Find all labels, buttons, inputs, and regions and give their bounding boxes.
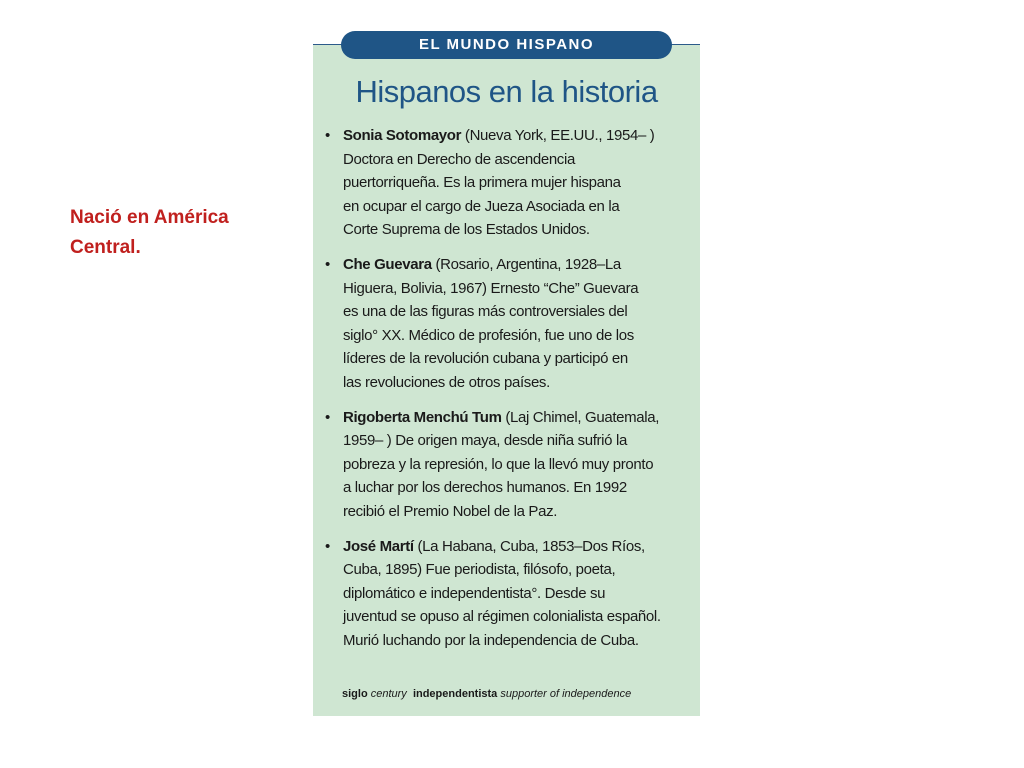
entry-line: Corte Suprema de los Estados Unidos. [343,221,590,239]
side-note-line-2: Central. [70,237,141,258]
bullet-icon: • [325,408,331,426]
entry-line: recibió el Premio Nobel de la Paz. [343,502,558,520]
entry-list [325,124,695,663]
bullet-icon: • [325,537,331,555]
entry-name: Sonia Sotomayor [343,127,462,144]
glossary [342,688,631,700]
entry-line: es una de las figuras más controversiales del [343,303,628,321]
entry-line: Doctora en Derecho de ascendencia [343,150,575,168]
entry-line: juventud se opuso al régimen colonialista español. [343,608,661,626]
entry-line: en ocupar el cargo de Jueza Asociada en la [343,197,620,215]
side-note [70,203,290,263]
entry-line: 1959– ) De origen maya, desde niña sufrió la [343,432,627,450]
entry-line: diplomático e independentista°. Desde su [343,584,606,602]
entry-marti [325,535,695,653]
bullet-icon: • [325,127,331,144]
entry-line: (Rosario, Argentina, 1928–La [431,255,621,273]
glossary-definition: supporter of independence [500,688,632,700]
entry-line: Murió luchando por la independencia de Cuba. [343,631,639,649]
entry-line: (Laj Chimel, Guatemala, [501,408,660,426]
entry-line: pobreza y la represión, lo que la llevó muy pronto [343,455,654,473]
entry-line: Cuba, 1895) Fue periodista, filósofo, poeta, [343,561,616,579]
entry-guevara [325,253,695,395]
entry-line: líderes de la revolución cubana y participó en [343,350,628,368]
bullet-icon: • [325,255,331,273]
entry-line: (Nueva York, EE.UU., 1954– ) [461,127,655,144]
box-title: Hispanos en la historia [355,74,658,109]
glossary-definition: century [370,688,407,700]
entry-menchu [325,406,695,524]
entry-line: Higuera, Bolivia, 1967) Ernesto “Che” Guevara [343,279,639,297]
entry-name: Che Guevara [343,255,432,273]
entry-sotomayor [325,124,695,242]
entry-line: (La Habana, Cuba, 1853–Dos Ríos, [413,537,645,555]
entry-name: José Martí [343,537,414,555]
entry-line: siglo° XX. Médico de profesión, fue uno de los [343,326,634,344]
entry-line: las revoluciones de otros países. [343,373,550,391]
section-banner: EL MUNDO HISPANO [341,31,672,59]
glossary-term: independentista [412,688,498,700]
entry-line: puertorriqueña. Es la primera mujer hispana [343,174,621,192]
entry-line: a luchar por los derechos humanos. En 1992 [343,479,627,497]
glossary-term: siglo [342,688,368,700]
entry-name: Rigoberta Menchú Tum [343,408,502,426]
side-note-line-1: Nació en América [70,207,229,228]
